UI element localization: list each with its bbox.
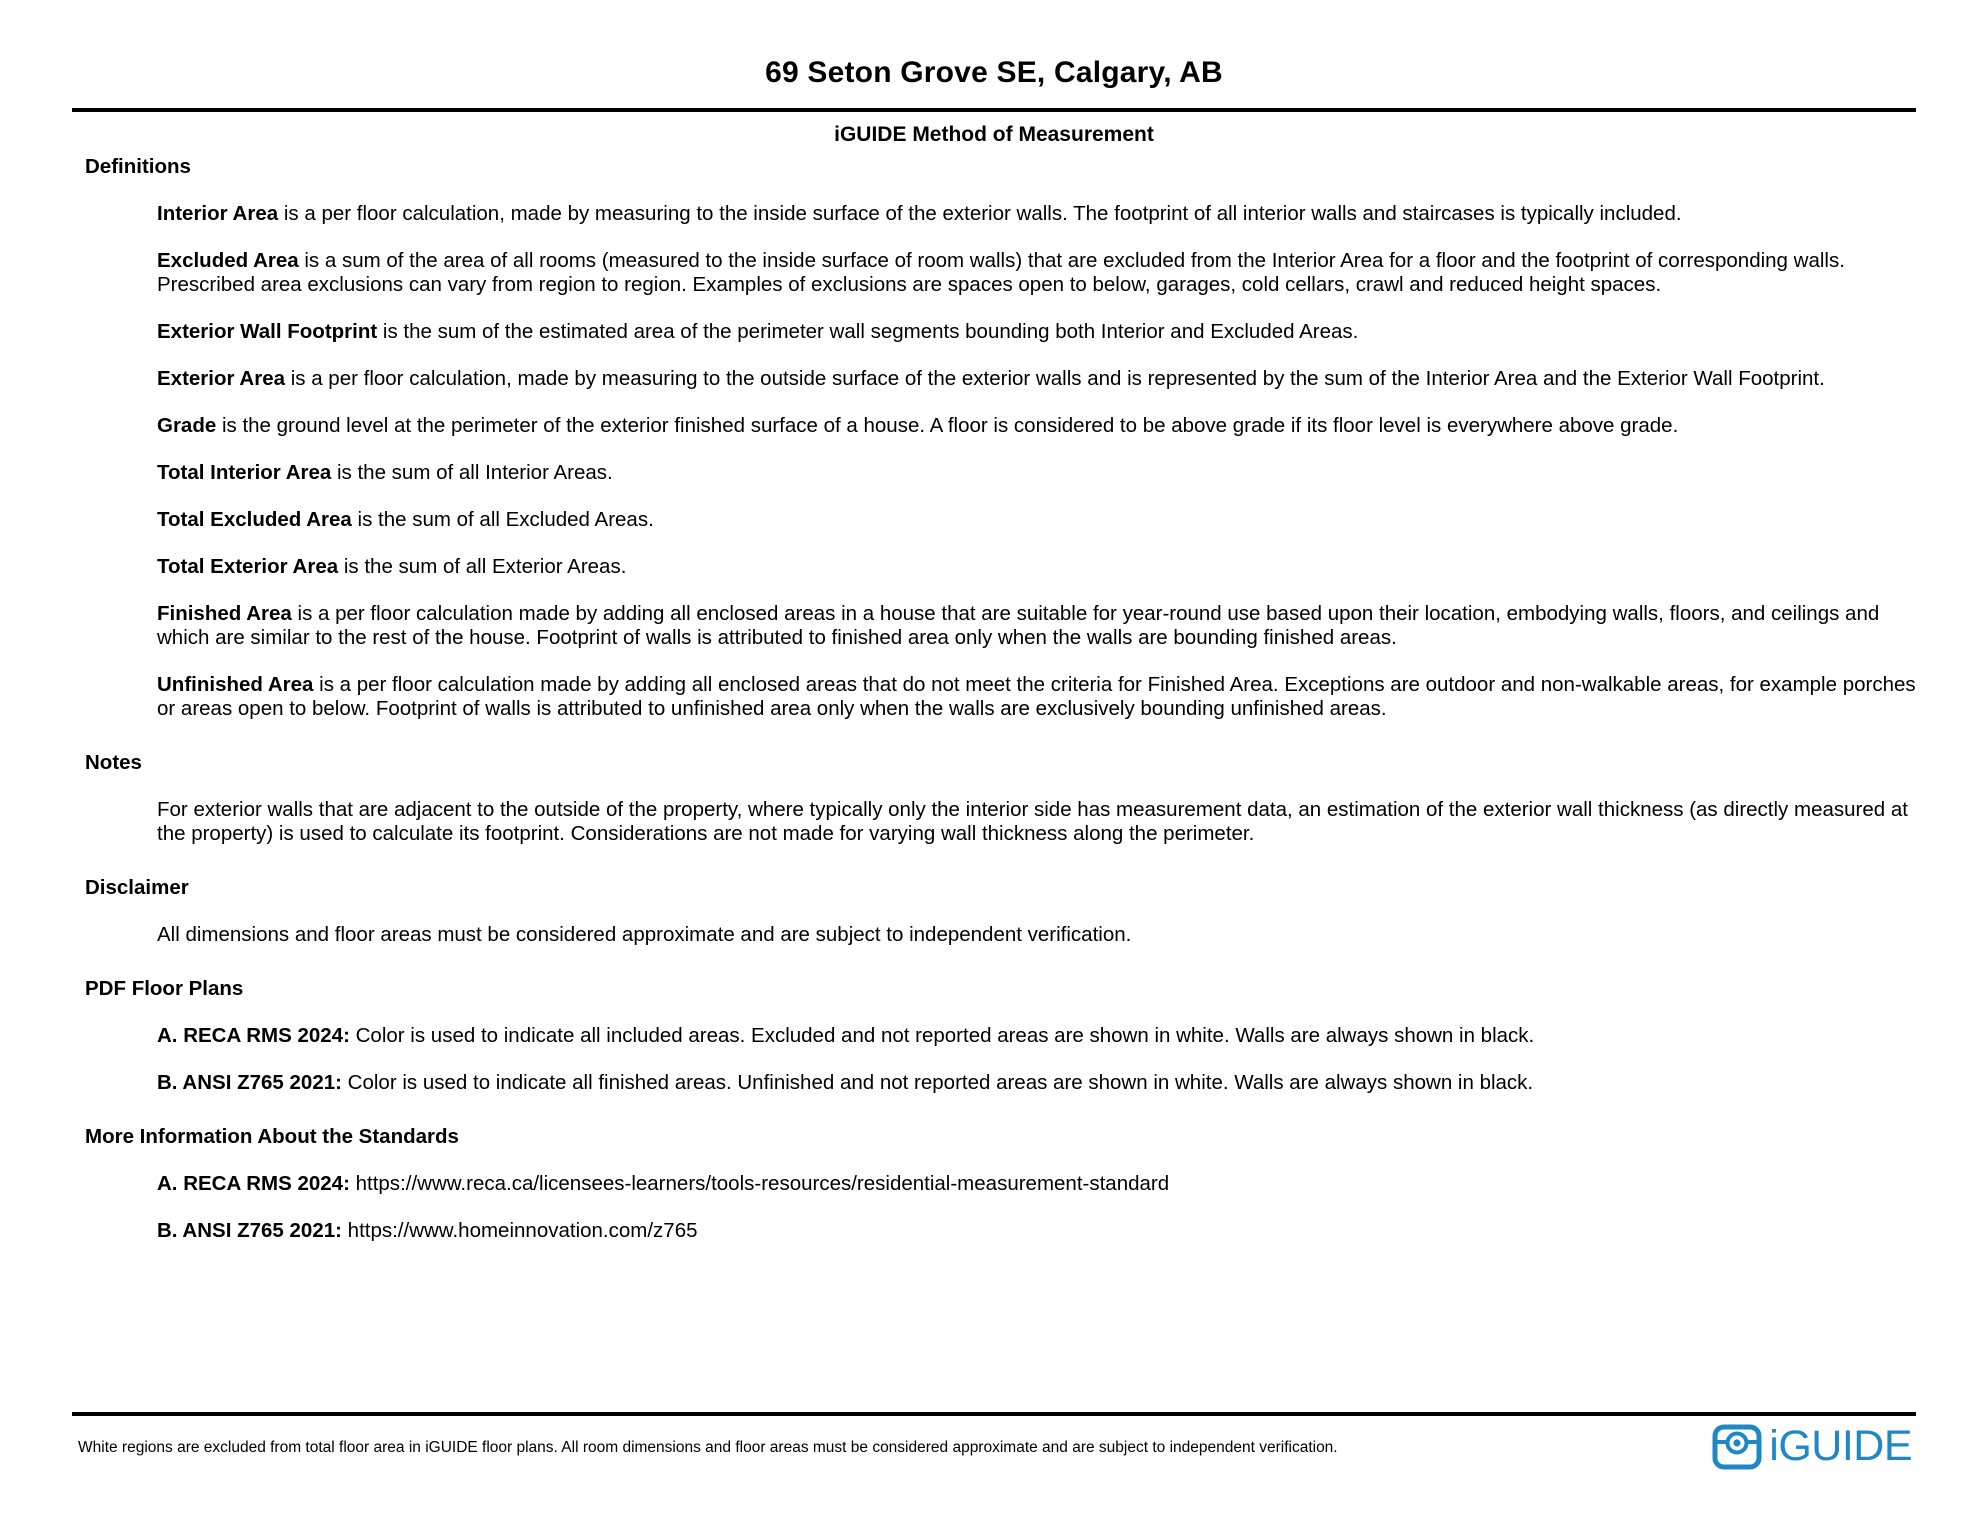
document-body [0,155,1988,1243]
definition-text: is the sum of the estimated area of the perimeter wall segments bounding both Interior and Excluded Areas. [382,320,1359,343]
disclaimer-paragraph: All dimensions and floor areas must be considered approximate and are subject to independent verification. [157,923,1132,946]
header-divider [72,108,1916,112]
standard-text: Color is used to indicate all included areas. Excluded and not reported areas are shown in white. Walls are always shown in black. [355,1024,1535,1047]
definition-text: is a sum of the area of all rooms (measured to the inside surface of room walls) that are excluded from the Interior Area for a floor and the footprint of corresponding walls. Prescribed area exclusions can vary from region to region. Examples of exclusions are spaces open to below, garages, cold cellars, crawl and reduced height spaces. [157,249,1845,296]
definition-unfinished-area [157,673,1930,721]
iguide-logo-text: iGUIDE [1769,1422,1912,1470]
more-information-item-reca [157,1172,1930,1196]
definition-interior-area [157,202,1930,226]
definition-total-excluded-area [157,508,1930,532]
notes-paragraph: For exterior walls that are adjacent to the outside of the property, where typically only the interior side has measurement data, an estimation of the exterior wall thickness (as directly measured at the property) is used to calculate its footprint. Considerations are not made for varying wall thickness along the perimeter. [157,798,1908,845]
definition-total-exterior-area [157,555,1930,579]
definition-exterior-wall-footprint [157,320,1930,344]
definition-text: is the sum of all Interior Areas. [336,461,613,484]
pdf-floor-plans-item-reca [157,1024,1930,1048]
pdf-floor-plans-item-ansi [157,1071,1930,1095]
iguide-camera-icon [1712,1424,1762,1470]
section-heading-pdf-floor-plans: PDF Floor Plans [85,977,244,1000]
section-heading-disclaimer: Disclaimer [85,876,189,899]
definition-term: Total Interior Area [157,461,332,484]
definition-term: Unfinished Area [157,673,314,696]
standard-label: A. RECA RMS 2024: [157,1172,350,1195]
standard-text: Color is used to indicate all finished areas. Unfinished and not reported areas are shown in white. Walls are always shown in black. [347,1071,1534,1094]
definition-text: is a per floor calculation made by adding all enclosed areas that do not meet the criteria for Finished Area. Exceptions are outdoor and non-walkable areas, for example porches or areas open to below. Footprint of walls is attributed to unfinished area only when the walls are exclusively bounding unfinished areas. [157,673,1916,720]
page-subtitle: iGUIDE Method of Measurement [834,123,1154,146]
definition-term: Total Exterior Area [157,555,339,578]
section-heading-notes: Notes [85,751,142,774]
definition-finished-area [157,602,1930,650]
more-information-item-ansi [157,1219,1930,1243]
iguide-logo [1712,1422,1912,1471]
definition-exterior-area [157,367,1930,391]
definition-text: is the ground level at the perimeter of the exterior finished surface of a house. A floor is considered to be above grade if its floor level is everywhere above grade. [221,414,1679,437]
definition-term: Grade [157,414,217,437]
definition-text: is a per floor calculation made by adding all enclosed areas in a house that are suitable for year-round use based upon their location, embodying walls, floors, and ceilings and which are similar to the rest of the house. Footprint of walls is attributed to finished area only when the walls are bounding finished areas. [157,602,1880,649]
definition-term: Interior Area [157,202,279,225]
definition-grade [157,414,1930,438]
section-heading-more-information: More Information About the Standards [85,1125,459,1148]
page-footer [0,1412,1988,1471]
definition-term: Exterior Area [157,367,285,390]
standard-label: B. ANSI Z765 2021: [157,1219,342,1242]
definition-term: Excluded Area [157,249,299,272]
definition-text: is a per floor calculation, made by measuring to the inside surface of the exterior walls. The footprint of all interior walls and staircases is typically included. [283,202,1682,225]
definition-term: Total Excluded Area [157,508,352,531]
definition-excluded-area [157,249,1930,297]
definition-term: Finished Area [157,602,292,625]
definition-total-interior-area [157,461,1930,485]
definition-text: is the sum of all Exterior Areas. [343,555,627,578]
definition-text: is the sum of all Excluded Areas. [357,508,654,531]
section-heading-definitions: Definitions [85,155,191,178]
standard-label: B. ANSI Z765 2021: [157,1071,342,1094]
definition-text: is a per floor calculation, made by measuring to the outside surface of the exterior walls and is represented by the sum of the Interior Area and the Exterior Wall Footprint. [290,367,1825,390]
standard-url: https://www.reca.ca/licensees-learners/tools-resources/residential-measurement-standard [355,1172,1170,1195]
standard-url: https://www.homeinnovation.com/z765 [347,1219,698,1242]
page-title: 69 Seton Grove SE, Calgary, AB [765,56,1223,89]
definition-term: Exterior Wall Footprint [157,320,378,343]
standard-label: A. RECA RMS 2024: [157,1024,350,1047]
footer-disclaimer-text: White regions are excluded from total floor area in iGUIDE floor plans. All room dimensions and floor areas must be considered approximate and are subject to independent verification. [78,1439,1338,1456]
